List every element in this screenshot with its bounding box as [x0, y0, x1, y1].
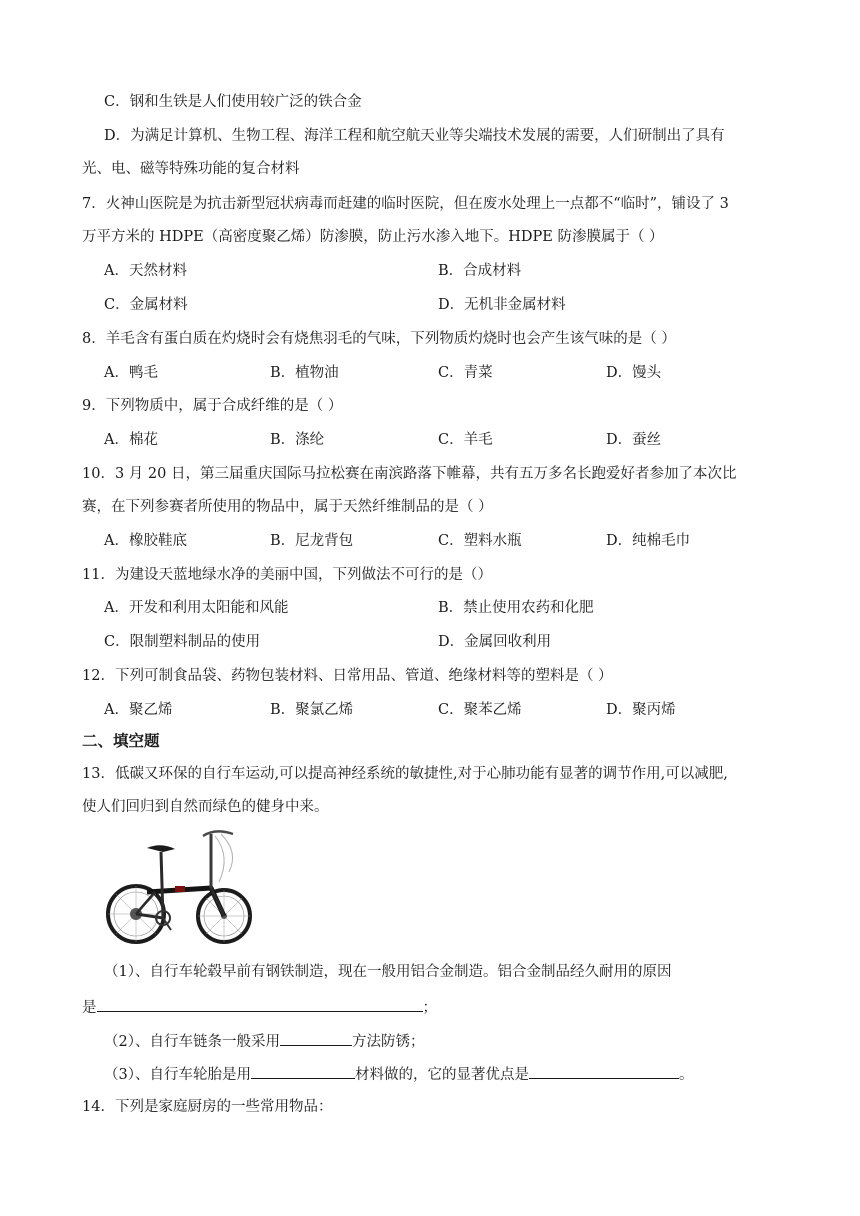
q9-option-d: D．蚕丝 — [606, 432, 662, 448]
section-heading-fill-in: 二、填空题 — [82, 732, 160, 750]
q13-sub3-line — [104, 1063, 693, 1085]
q6-option-d-line1: D．为满足计算机、生物工程、海洋工程和航空航天业等尖端技术发展的需要，人们研制出了具有 — [104, 128, 725, 144]
q14-stem: 14．下列是家庭厨房的一些常用物品： — [82, 1099, 333, 1115]
q10-option-d: D．纯棉毛巾 — [606, 533, 691, 549]
q13-sub3-prefix: （3）、自行车轮胎是用 — [104, 1067, 251, 1083]
q6-option-d-line2: 光、电、磁等特殊功能的复合材料 — [82, 161, 300, 177]
q7-option-d: D．无机非金属材料 — [438, 297, 566, 313]
q10-option-b: B．尼龙背包 — [270, 533, 354, 549]
q7-option-c: C．金属材料 — [104, 297, 188, 313]
q9-option-a: A．棉花 — [104, 432, 158, 448]
q8-stem: 8．羊毛含有蛋白质在灼烧时会有烧焦羽毛的气味，下列物质灼烧时也会产生该气味的是（ ） — [82, 331, 676, 347]
q12-option-d: D．聚丙烯 — [606, 702, 676, 718]
q13-sub1-answer-blank[interactable] — [97, 996, 423, 1012]
q13-sub1-line1: （1）、自行车轮毂早前有钢铁制造，现在一般用铝合金制造。铝合金制品经久耐用的原因 — [104, 964, 672, 980]
q9-stem: 9．下列物质中，属于合成纤维的是（ ） — [82, 398, 343, 414]
q8-option-a: A．鸭毛 — [104, 365, 158, 381]
q13-sub1-line2 — [82, 996, 437, 1018]
q10-option-c: C．塑料水瓶 — [438, 533, 522, 549]
q12-option-c: C．聚苯乙烯 — [438, 702, 522, 718]
q13-sub3-advantage-blank[interactable] — [529, 1063, 679, 1079]
q8-option-b: B．植物油 — [270, 365, 339, 381]
q13-sub3-material-blank[interactable] — [251, 1063, 355, 1079]
q11-option-c: C．限制塑料制品的使用 — [104, 634, 261, 650]
q9-option-c: C．羊毛 — [438, 432, 493, 448]
q10-option-a: A．橡胶鞋底 — [104, 533, 187, 549]
q13-sub3-middle: 材料做的，它的显著优点是 — [354, 1067, 529, 1083]
q13-sub1-prefix: 是 — [82, 1000, 97, 1016]
q8-option-c: C．青菜 — [438, 365, 493, 381]
q13-sub2-answer-blank[interactable] — [280, 1030, 352, 1046]
q13-stem-line1: 13．低碳又环保的自行车运动,可以提高神经系统的敏捷性,对于心肺功能有显著的调节作用,可以减肥, — [82, 766, 728, 782]
q12-option-b: B．聚氯乙烯 — [270, 702, 354, 718]
q11-option-a: A．开发和利用太阳能和风能 — [104, 600, 289, 616]
q10-stem-line1: 10．3 月 20 日，第三届重庆国际马拉松赛在南滨路落下帷幕，共有五万多名长跑爱好者参加了本次比 — [82, 466, 737, 482]
q7-stem-line1: 7．火神山医院是为抗击新型冠状病毒而赶建的临时医院，但在废水处理上一点都不“临时”，铺设了 3 — [82, 196, 729, 212]
q9-option-b: B．涤纶 — [270, 432, 325, 448]
q13-sub2-prefix: （2）、自行车链条一般采用 — [104, 1034, 280, 1050]
folding-bicycle-image — [103, 822, 255, 948]
q7-option-a: A．天然材料 — [104, 263, 187, 279]
q8-option-d: D．馒头 — [606, 365, 662, 381]
q13-sub2-suffix: 方法防锈； — [351, 1034, 425, 1050]
q11-option-b: B．禁止使用农药和化肥 — [438, 600, 594, 616]
q13-sub3-suffix: 。 — [678, 1067, 694, 1083]
q7-stem-line2: 万平方米的 HDPE（高密度聚乙烯）防渗膜，防止污水渗入地下。HDPE 防渗膜属于（ ） — [82, 229, 664, 245]
q12-stem: 12．下列可制食品袋、药物包装材料、日常用品、管道、绝缘材料等的塑料是（ ） — [82, 668, 613, 684]
q11-option-d: D．金属回收利用 — [438, 634, 552, 650]
q10-stem-line2: 赛，在下列参赛者所使用的物品中，属于天然纤维制品的是（ ） — [82, 499, 493, 515]
q6-option-c: C．钢和生铁是人们使用较广泛的铁合金 — [104, 94, 362, 110]
q11-stem: 11．为建设天蓝地绿水净的美丽中国，下列做法不可行的是（） — [82, 567, 492, 583]
q13-stem-line2: 使人们回归到自然而绿色的健身中来。 — [82, 799, 329, 815]
q13-sub1-suffix: ； — [422, 1000, 437, 1016]
q12-option-a: A．聚乙烯 — [104, 702, 173, 718]
q13-sub2-line — [104, 1030, 424, 1052]
q7-option-b: B．合成材料 — [438, 263, 522, 279]
